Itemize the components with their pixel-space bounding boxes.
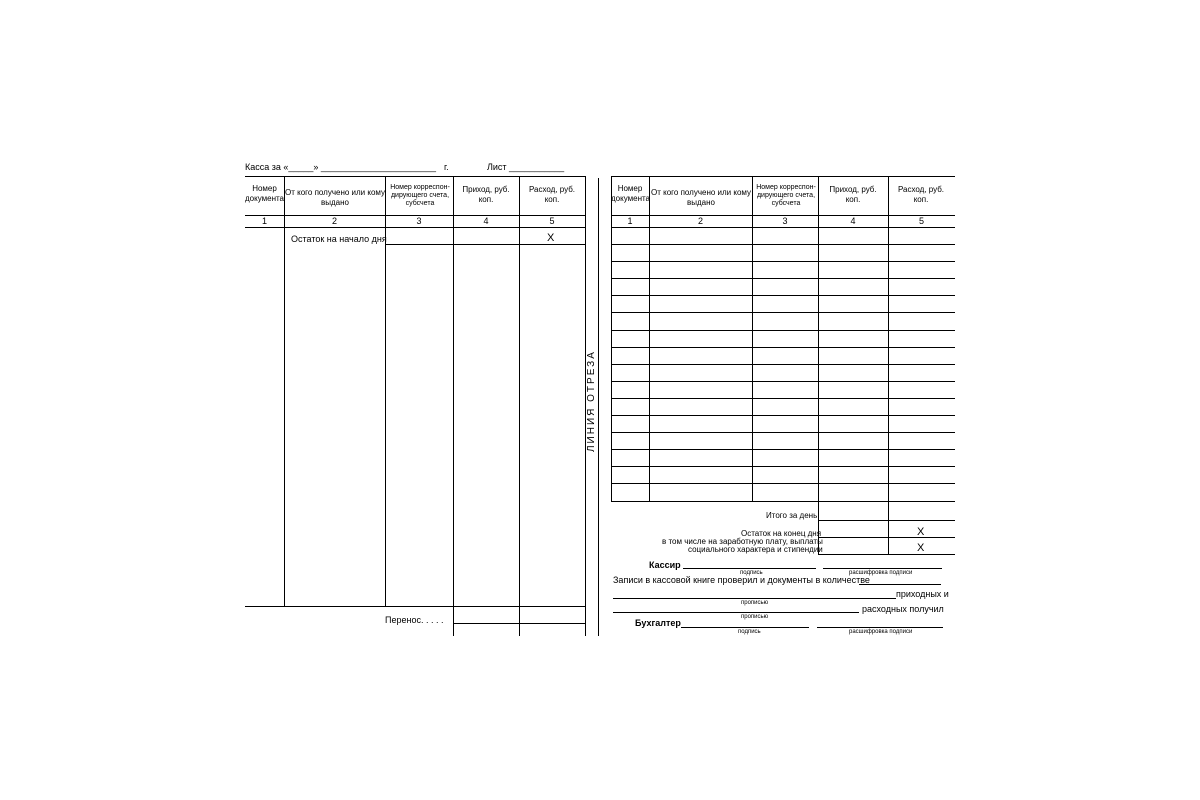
right-table-row-line	[611, 261, 955, 262]
day-total-line	[818, 520, 955, 521]
left-header-from-whom: От кого получено или кому выдано	[285, 188, 385, 207]
day-total-label: Итого за день	[766, 511, 818, 520]
left-header-corr-account: Номер корреспон-дирующего счета, субсчета	[390, 184, 450, 207]
incoming-count-line	[613, 598, 896, 599]
right-header-doc-number: Номер документа	[611, 184, 651, 203]
right-header-from-whom: От кого получено или кому выдано	[651, 188, 751, 207]
right-table-row-line	[611, 432, 955, 433]
right-table-row-line	[611, 398, 955, 399]
cut-line	[598, 178, 599, 636]
right-table-row-line	[611, 364, 955, 365]
cashier-decoding-caption: расшифровка подписи	[849, 570, 913, 576]
closing-balance-label: Остаток на конец дня	[741, 529, 822, 538]
salary-line-1: в том числе на заработную плату, выплаты	[662, 537, 823, 546]
outgoing-text: расходных получил	[862, 604, 944, 614]
year-suffix: г.	[444, 162, 449, 172]
opening-balance-label: Остаток на начало дня	[291, 234, 387, 244]
right-table-row-line	[611, 330, 955, 331]
right-col-number-5: 5	[918, 216, 924, 226]
sheet-number-label: Лист ___________	[487, 162, 565, 172]
right-table-row-line	[611, 295, 955, 296]
right-col-divider-3	[818, 176, 819, 554]
right-col-number-1: 1	[627, 216, 633, 226]
right-table-row-line	[611, 449, 955, 450]
right-table-numbers-bottom	[611, 227, 955, 228]
outgoing-in-words-caption: прописью	[741, 614, 769, 620]
accountant-signature-line	[681, 627, 809, 628]
left-col-number-3: 3	[416, 216, 422, 226]
cashier-signature-line	[683, 568, 816, 569]
closing-balance-line	[818, 537, 955, 538]
incoming-in-words-caption: прописью	[741, 600, 769, 606]
right-table-top-border	[611, 176, 955, 177]
right-table-row-line	[611, 381, 955, 382]
right-table-row-line	[611, 415, 955, 416]
outgoing-count-line	[613, 612, 859, 613]
cashier-signature-caption: подпись	[740, 570, 763, 576]
right-col-number-3: 3	[782, 216, 788, 226]
salary-line-2: социального характера и стипендии	[688, 545, 823, 554]
right-table-row-line	[611, 312, 955, 313]
accountant-label: Бухгалтер	[635, 618, 681, 628]
cashier-label: Кассир	[649, 560, 681, 570]
right-table-row-line	[611, 278, 955, 279]
left-header-income: Приход, руб. коп.	[462, 185, 510, 204]
right-col-number-4: 4	[850, 216, 856, 226]
carry-over-label: Перенос. . . . .	[385, 615, 444, 625]
accountant-signature-caption: подпись	[738, 629, 761, 635]
right-header-expense: Расход, руб. коп.	[897, 185, 945, 204]
left-opening-balance-line	[385, 244, 585, 245]
left-header-expense: Расход, руб. коп.	[528, 185, 576, 204]
left-col-number-1: 1	[261, 216, 267, 226]
left-table-body-bottom	[245, 606, 585, 607]
checked-documents-text: Записи в кассовой книге проверил и документы в количестве	[613, 575, 870, 585]
right-col-number-2: 2	[697, 216, 703, 226]
closing-balance-x-mark: X	[917, 526, 925, 538]
left-col-divider-4	[519, 176, 520, 636]
right-table-row-line	[611, 501, 955, 502]
accountant-decoding-caption: расшифровка подписи	[849, 629, 913, 635]
right-col-divider-4	[888, 176, 889, 554]
left-table-numbers-bottom	[245, 227, 585, 228]
cut-line-label: ЛИНИЯ ОТРЕЗА	[586, 350, 597, 452]
left-col-number-5: 5	[549, 216, 555, 226]
opening-balance-x-mark: X	[547, 232, 555, 244]
right-table-row-line	[611, 483, 955, 484]
right-table-row-line	[611, 347, 955, 348]
salary-line	[818, 554, 955, 555]
left-col-number-4: 4	[483, 216, 489, 226]
right-table-row-line	[611, 466, 955, 467]
accountant-decoding-line	[817, 627, 943, 628]
left-col-divider-3	[453, 176, 454, 636]
kassa-date-label: Касса за «_____» _______________________	[245, 162, 437, 172]
documents-count-line	[859, 584, 941, 585]
right-header-corr-account: Номер корреспон-дирующего счета, субсчета	[756, 184, 816, 207]
left-header-doc-number: Номер документа	[245, 184, 285, 203]
left-col-number-2: 2	[331, 216, 337, 226]
right-header-income: Приход, руб. коп.	[829, 185, 877, 204]
cashier-decoding-line	[823, 568, 942, 569]
left-table-top-border	[245, 176, 585, 177]
incoming-text: приходных и	[896, 589, 949, 599]
left-col-divider-1	[284, 176, 285, 606]
right-table-row-line	[611, 244, 955, 245]
salary-x-mark: X	[917, 542, 925, 554]
